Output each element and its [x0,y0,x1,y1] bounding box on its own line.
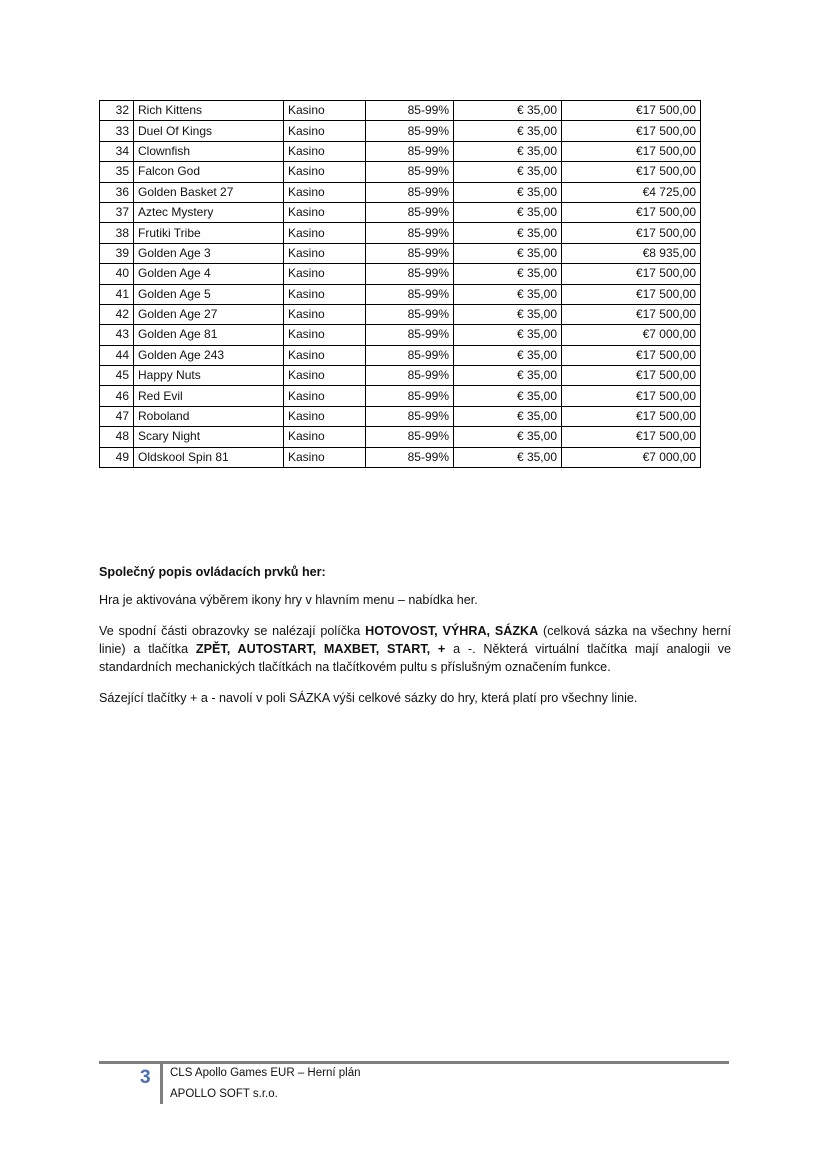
game-type-cell: Kasino [284,101,366,121]
game-rtp-cell: 85-99% [366,284,454,304]
game-rtp-cell: 85-99% [366,427,454,447]
max-bet-cell: € 35,00 [454,101,562,121]
fields-list: HOTOVOST, VÝHRA, SÁZKA [365,624,539,638]
paragraph-controls [99,622,731,676]
game-rtp-cell: 85-99% [366,406,454,426]
table-row [100,386,701,406]
game-name-cell: Golden Age 5 [134,284,284,304]
max-win-cell: €4 725,00 [562,182,701,202]
game-name-cell: Scary Night [134,427,284,447]
game-type-cell: Kasino [284,447,366,467]
max-bet-cell: € 35,00 [454,325,562,345]
max-bet-cell: € 35,00 [454,284,562,304]
game-name-cell: Rich Kittens [134,101,284,121]
table-row [100,427,701,447]
game-number-cell: 39 [100,243,134,263]
max-win-cell: €8 935,00 [562,243,701,263]
table-row [100,345,701,365]
table-row [100,304,701,324]
game-type-cell: Kasino [284,406,366,426]
game-type-cell: Kasino [284,202,366,222]
table-row [100,406,701,426]
game-rtp-cell: 85-99% [366,121,454,141]
game-number-cell: 33 [100,121,134,141]
game-name-cell: Golden Age 3 [134,243,284,263]
text: a -. Některá virtuální tlačítka mají analogii ve standardních mechanických tlačítkách na tlačítkovém pultu s příslušným označením funkce. [99,642,731,674]
footer-document-title: CLS Apollo Games EUR – Herní plán [170,1067,361,1079]
max-win-cell: €17 500,00 [562,406,701,426]
game-rtp-cell: 85-99% [366,202,454,222]
max-win-cell: €17 500,00 [562,304,701,324]
page-number: 3 [140,1067,151,1088]
game-name-cell: Clownfish [134,141,284,161]
game-rtp-cell: 85-99% [366,447,454,467]
game-name-cell: Red Evil [134,386,284,406]
game-type-cell: Kasino [284,121,366,141]
game-type-cell: Kasino [284,284,366,304]
table-row [100,141,701,161]
game-rtp-cell: 85-99% [366,182,454,202]
max-bet-cell: € 35,00 [454,223,562,243]
game-rtp-cell: 85-99% [366,264,454,284]
max-bet-cell: € 35,00 [454,304,562,324]
footer-vertical-divider [160,1064,163,1104]
game-number-cell: 34 [100,141,134,161]
buttons-list: ZPĚT, AUTOSTART, MAXBET, START, + [195,642,446,656]
max-win-cell: €17 500,00 [562,223,701,243]
table-row [100,121,701,141]
max-win-cell: €17 500,00 [562,121,701,141]
paragraph-betting: Sázející tlačítky + a - navolí v poli SÁZKA výši celkové sázky do hry, která platí pro všechny linie. [99,691,638,705]
game-number-cell: 41 [100,284,134,304]
max-bet-cell: € 35,00 [454,447,562,467]
game-name-cell: Golden Age 81 [134,325,284,345]
table-row [100,182,701,202]
game-number-cell: 47 [100,406,134,426]
max-win-cell: €17 500,00 [562,141,701,161]
game-name-cell: Golden Age 243 [134,345,284,365]
max-win-cell: €17 500,00 [562,202,701,222]
max-win-cell: €17 500,00 [562,427,701,447]
game-type-cell: Kasino [284,304,366,324]
game-number-cell: 45 [100,366,134,386]
game-number-cell: 49 [100,447,134,467]
game-type-cell: Kasino [284,223,366,243]
footer-divider [99,1061,729,1064]
max-win-cell: €17 500,00 [562,162,701,182]
game-rtp-cell: 85-99% [366,101,454,121]
game-number-cell: 46 [100,386,134,406]
table-row [100,101,701,121]
game-type-cell: Kasino [284,264,366,284]
table-row [100,243,701,263]
max-win-cell: €7 000,00 [562,325,701,345]
game-rtp-cell: 85-99% [366,325,454,345]
game-name-cell: Oldskool Spin 81 [134,447,284,467]
max-win-cell: €17 500,00 [562,386,701,406]
game-type-cell: Kasino [284,141,366,161]
max-win-cell: €17 500,00 [562,366,701,386]
max-win-cell: €17 500,00 [562,101,701,121]
max-bet-cell: € 35,00 [454,264,562,284]
game-type-cell: Kasino [284,182,366,202]
max-bet-cell: € 35,00 [454,243,562,263]
table-row [100,264,701,284]
game-name-cell: Golden Age 27 [134,304,284,324]
table-row [100,325,701,345]
game-rtp-cell: 85-99% [366,345,454,365]
max-bet-cell: € 35,00 [454,202,562,222]
game-rtp-cell: 85-99% [366,386,454,406]
game-name-cell: Golden Age 4 [134,264,284,284]
table-row [100,284,701,304]
game-name-cell: Aztec Mystery [134,202,284,222]
game-name-cell: Roboland [134,406,284,426]
game-name-cell: Golden Basket 27 [134,182,284,202]
table-row [100,202,701,222]
max-bet-cell: € 35,00 [454,121,562,141]
game-number-cell: 35 [100,162,134,182]
game-number-cell: 44 [100,345,134,365]
table-row [100,447,701,467]
game-type-cell: Kasino [284,345,366,365]
game-type-cell: Kasino [284,162,366,182]
game-number-cell: 37 [100,202,134,222]
max-bet-cell: € 35,00 [454,386,562,406]
max-win-cell: €17 500,00 [562,264,701,284]
game-type-cell: Kasino [284,386,366,406]
footer-company: APOLLO SOFT s.r.o. [170,1088,278,1100]
game-type-cell: Kasino [284,243,366,263]
table-row [100,162,701,182]
game-type-cell: Kasino [284,427,366,447]
paragraph-game-activation: Hra je aktivována výběrem ikony hry v hlavním menu – nabídka her. [99,593,478,607]
game-rtp-cell: 85-99% [366,162,454,182]
max-bet-cell: € 35,00 [454,182,562,202]
max-bet-cell: € 35,00 [454,427,562,447]
game-number-cell: 48 [100,427,134,447]
max-bet-cell: € 35,00 [454,141,562,161]
game-number-cell: 36 [100,182,134,202]
text: (celková sázka na všechny herní linie) a tlačítka [99,624,731,656]
game-name-cell: Duel Of Kings [134,121,284,141]
max-win-cell: €17 500,00 [562,284,701,304]
game-rtp-cell: 85-99% [366,366,454,386]
section-heading: Společný popis ovládacích prvků her: [99,565,326,579]
game-rtp-cell: 85-99% [366,243,454,263]
text: Ve spodní části obrazovky se nalézají políčka [99,624,366,638]
game-name-cell: Frutiki Tribe [134,223,284,243]
max-bet-cell: € 35,00 [454,345,562,365]
game-number-cell: 43 [100,325,134,345]
game-name-cell: Falcon God [134,162,284,182]
max-bet-cell: € 35,00 [454,406,562,426]
game-rtp-cell: 85-99% [366,223,454,243]
game-rtp-cell: 85-99% [366,141,454,161]
max-win-cell: €17 500,00 [562,345,701,365]
game-number-cell: 40 [100,264,134,284]
game-rtp-cell: 85-99% [366,304,454,324]
max-win-cell: €7 000,00 [562,447,701,467]
game-type-cell: Kasino [284,325,366,345]
max-bet-cell: € 35,00 [454,162,562,182]
table-row [100,366,701,386]
game-name-cell: Happy Nuts [134,366,284,386]
game-number-cell: 32 [100,101,134,121]
game-type-cell: Kasino [284,366,366,386]
table-row [100,223,701,243]
game-number-cell: 42 [100,304,134,324]
game-number-cell: 38 [100,223,134,243]
games-table [99,100,701,468]
max-bet-cell: € 35,00 [454,366,562,386]
